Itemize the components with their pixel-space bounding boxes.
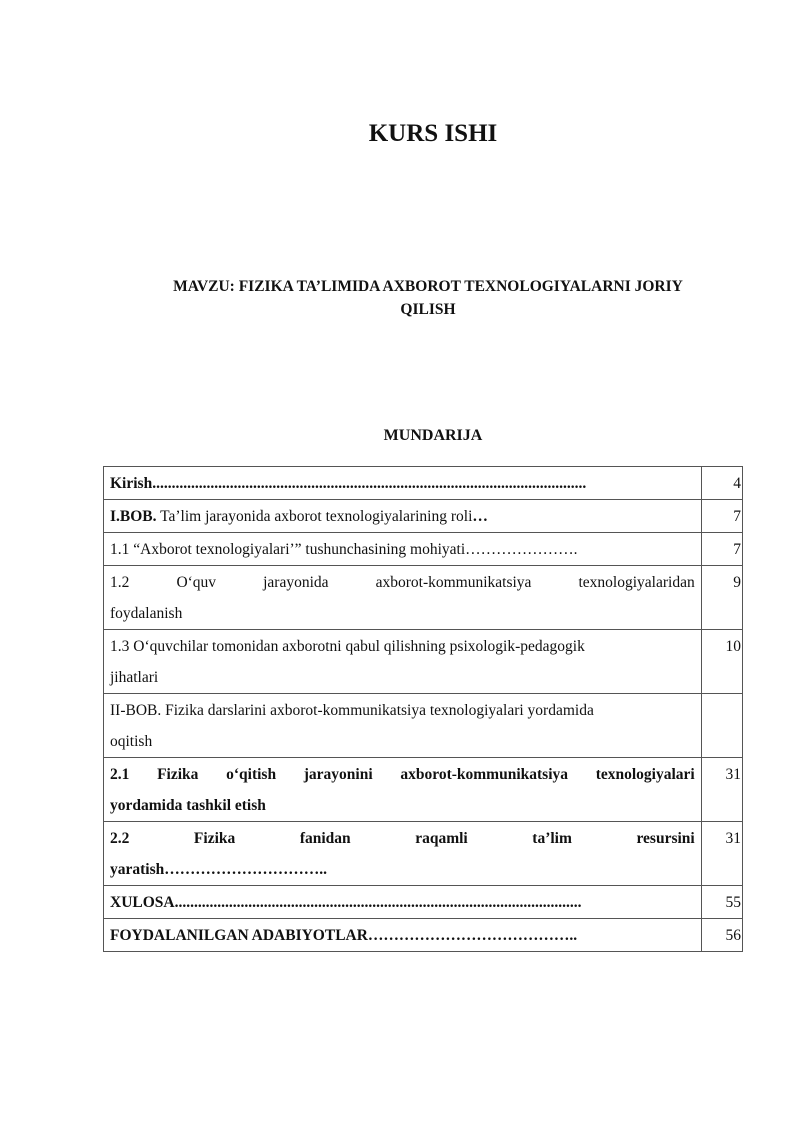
- toc-row: [104, 886, 743, 919]
- toc-page-number: 31: [701, 822, 742, 886]
- toc-entry-bob-2: [104, 694, 702, 758]
- toc-entry-text: Ta’lim jarayonida axborot texnologiyalarining roli: [156, 508, 473, 525]
- toc-page-number: 55: [701, 886, 742, 919]
- toc-entry-kirish: Kirish................................................................................................................: [104, 467, 702, 500]
- toc-row: [104, 500, 743, 533]
- toc-page-number: [701, 694, 742, 758]
- toc-entry-bold-prefix: I.BOB.: [110, 508, 157, 525]
- toc-entry-bob-1: [104, 500, 702, 533]
- toc-entry-1-1: 1.1 “Axborot texnologiyalari’” tushunchasining mohiyati………………….: [104, 533, 702, 566]
- toc-row: [104, 822, 743, 886]
- topic-line-2: QILISH: [400, 301, 456, 318]
- topic-line-1: MAVZU: FIZIKA TA’LIMIDA AXBOROT TEXNOLOGIYALARNI JORIY: [173, 278, 683, 295]
- document-title: KURS ISHI: [368, 120, 498, 147]
- toc-entry-2-2: [104, 822, 702, 886]
- toc-entry-2-1: [104, 758, 702, 822]
- toc-row: [104, 566, 743, 630]
- toc-page-number: 7: [701, 533, 742, 566]
- toc-entry-line-2: jihatlari: [110, 669, 159, 686]
- toc-entry-line-2: yaratish…………………………..: [110, 861, 327, 878]
- toc-entry-1-3: [104, 630, 702, 694]
- toc-page-number: 4: [701, 467, 742, 500]
- toc-row: [104, 533, 743, 566]
- toc-page-number: 9: [701, 566, 742, 630]
- toc-row: [104, 758, 743, 822]
- toc-page-number: 31: [701, 758, 742, 822]
- toc-page-number: 56: [701, 919, 742, 952]
- toc-entry-line-1: 2.1 Fizika o‘qitish jarayonini axborot-kommunikatsiya texnologiyalari: [110, 766, 695, 783]
- toc-row: [104, 919, 743, 952]
- toc-entry-adabiyotlar: FOYDALANILGAN ADABIYOTLAR…………………………………..: [104, 919, 702, 952]
- toc-entry-line-1: II-BOB. Fizika darslarini axborot-kommunikatsiya texnologiyalari yordamida: [110, 702, 594, 719]
- toc-entry-line-1: 1.2 O‘quv jarayonida axborot-kommunikatsiya texnologiyalaridan: [110, 574, 695, 591]
- toc-page-number: 10: [701, 630, 742, 694]
- toc-entry-xulosa: XULOSA.........................................................................................................: [104, 886, 702, 919]
- toc-entry-line-2: yordamida tashkil etish: [110, 797, 266, 814]
- toc-entry-1-2: [104, 566, 702, 630]
- toc-row: [104, 467, 743, 500]
- toc-page-number: 7: [701, 500, 742, 533]
- toc-entry-line-2: oqitish: [110, 733, 153, 750]
- toc-entry-line-1: 2.2 Fizika fanidan raqamli ta’lim resursini: [110, 830, 695, 847]
- toc-row: [104, 694, 743, 758]
- toc-entry-trail: …: [472, 508, 488, 525]
- toc-entry-line-2: foydalanish: [110, 605, 183, 622]
- toc-entry-line-1: 1.3 O‘quvchilar tomonidan axborotni qabul qilishning psixologik-pedagogik: [110, 638, 585, 655]
- topic-heading: [100, 275, 756, 321]
- table-of-contents: [103, 466, 743, 952]
- toc-heading: MUNDARIJA: [383, 427, 483, 444]
- toc-row: [104, 630, 743, 694]
